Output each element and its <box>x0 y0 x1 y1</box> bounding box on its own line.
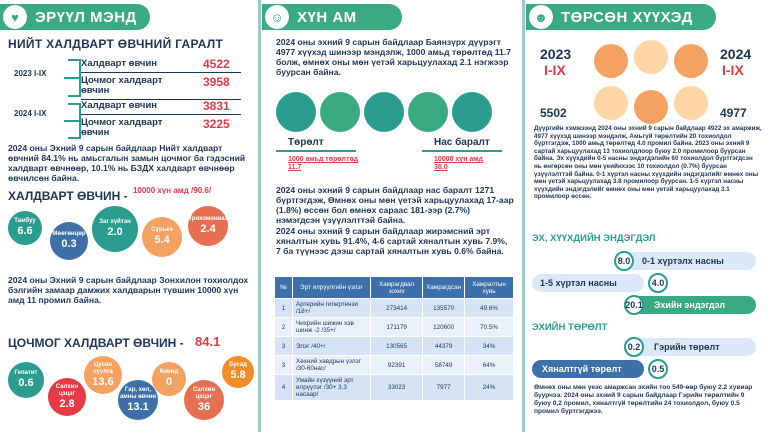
row-2023-infect-label: Халдварт өвчин <box>81 58 158 69</box>
year-2024-label: 2024 I-IX <box>14 109 47 118</box>
acute-circle <box>84 356 122 394</box>
table-cell: Чихрийн шижин хэв шинж -2 /35+/ <box>293 318 371 337</box>
row-2023-infect-value: 4522 <box>203 57 230 71</box>
bracket-2023-icon <box>8 56 86 100</box>
acute-circle-value: 5.8 <box>230 369 246 381</box>
acute-circle-name: Гар, хөл, амны өвчин <box>119 386 157 400</box>
acute-circle-value: 13.6 <box>92 375 114 388</box>
mortality-row-2: 1-5 хүртэл насны <box>532 274 644 292</box>
babies-cluster <box>586 40 714 126</box>
year-2023-block <box>8 56 86 100</box>
table-cell: 4 <box>275 375 293 401</box>
row-2024-infect-value: 3831 <box>203 99 230 113</box>
row-2024-acute-value: 3225 <box>203 117 230 131</box>
infection-section-title: ХАЛДВАРТ ӨВЧИН - <box>8 189 128 203</box>
births-column <box>526 0 768 432</box>
column-divider-2 <box>522 0 525 432</box>
screening-table-wrap <box>274 276 514 401</box>
acute-circle-name: Салхин цэцэг <box>55 383 79 397</box>
table-row <box>275 299 514 318</box>
births-header <box>526 4 716 30</box>
table-cell: Хөхний хавдрын үзлэг /30-60нас/ <box>293 356 371 375</box>
std-paragraph: 2024 оны Эхний 9 сарын байдлаар Зонхилон тохиолдох бэлгийн замаар дамжих халдварын түвшин 10000 хүн амд 11 промил байна. <box>8 275 249 305</box>
table-cell: 24% <box>465 375 514 401</box>
pregnancy-paragraph: 2024 оны эхний 9 сарын байдлаар жирэмсний эрт хяналтын хувь 91.4%, 4-6 сартай хяналтын хувь 7.9%, 7 ба түүнээс дээш сартай хяналтын хувь 0.6% байна. <box>276 226 508 256</box>
infection-circle <box>92 206 138 252</box>
population-header <box>262 4 402 30</box>
infection-circle-name: Сүрьеэ <box>151 227 173 233</box>
baby-icon: ☻ <box>529 5 553 29</box>
table-cell: 58749 <box>423 356 465 375</box>
acute-section-title: ЦОЧМОГ ХАЛДВАРТ ӨВЧИН - <box>8 336 184 350</box>
table-row <box>275 337 514 356</box>
abortion-value-1: 0.2 <box>624 337 644 357</box>
table-cell: 49.6% <box>465 299 514 318</box>
table-cell: 3 <box>275 337 293 356</box>
death-label: Нас баралт <box>434 137 490 148</box>
death-paragraph: 2024 оны эхний 9 сарын байдлаар нас баралт 1271 бүртгэгдэж, Өмнөх оны мөн үетэй харьцуулахад 17-аар (1.8%) өссөн бол өмнөх сараас 181-ээр (2.7%) нэмэгдсэн үзүүлэлттэй байна. <box>276 185 514 225</box>
death-note: 10000 хүн амд 30.0 <box>434 156 483 171</box>
mortality-title: ЭХ, ХҮҮХДИЙН ЭНДЭГДЭЛ <box>532 233 656 244</box>
abortion-paragraph: Өмнөх оны мөн үеэс амаржсан эхийн тоо 549-өөр буюу 2.2 хувиар буурчээ. 2024 оны эхний 9 сарын байдлаар Гэрийн төрөлтийн 9 буюу 0,2 промил, хяналтгүй төрөлтийн 24 тохиолдол, буюу 0.5 промил бүртгэгджээ. <box>534 384 753 415</box>
period-2023: I-IX <box>544 62 566 78</box>
row-2024-acute-label: Цочмог халдварт өвчин <box>81 117 163 138</box>
abortion-title: ЭХИЙН ТӨРӨЛТ <box>532 322 608 333</box>
acute-circle-name: Бусад <box>229 362 247 368</box>
table-cell: Умайн хүзүүний эрт илрүүлэг /30+ 3,3 насаар/ <box>293 375 371 401</box>
table-cell: 130565 <box>371 337 423 356</box>
population-header-title: ХҮН АМ <box>297 8 357 26</box>
acute-circle-value: 36 <box>197 400 211 413</box>
table-cell: Артерийн гипертензи /18+/ <box>293 299 371 318</box>
infection-circle-value: 2.0 <box>107 226 123 238</box>
health-header-title: ЭРҮҮЛ МЭНД <box>35 8 137 26</box>
bracket-2024-icon <box>8 100 86 142</box>
infection-circle-value: 6.6 <box>17 225 33 237</box>
total-infection-title: НИЙТ ХАЛДВАРТ ӨВЧНИЙ ГАРАЛТ <box>8 37 224 51</box>
abortion-row-1: Гэрийн төрөлт <box>624 338 756 356</box>
row-2023-acute-label: Цочмог халдварт өвчин <box>81 75 163 96</box>
health-header <box>0 4 150 30</box>
birth-label: Төрөлт <box>288 137 324 148</box>
table-cell: Элэг /40+/ <box>293 337 371 356</box>
family-icon: ☺ <box>265 5 289 29</box>
table-cell: 171179 <box>371 318 423 337</box>
table-cell: 70.5% <box>465 318 514 337</box>
table-cell: 7977 <box>423 375 465 401</box>
births-header-title: ТӨРСӨН ХҮҮХЭД <box>561 8 693 26</box>
mortality-row-3: Эхийн эндэгдэл <box>624 296 756 314</box>
infection-circle-name: Тамбуу <box>14 218 36 224</box>
infection-circle-name: Трихомониаз <box>188 216 228 222</box>
table-cell: 135570 <box>423 299 465 318</box>
infection-circle <box>188 206 228 246</box>
table-cell: 273414 <box>371 299 423 318</box>
infection-circle <box>142 217 182 257</box>
infection-circle <box>50 222 88 260</box>
infection-circle-value: 2.4 <box>200 223 216 235</box>
infection-rate: 10000 хүн амд /90.6/ <box>132 186 212 195</box>
mortality-value-1: 8.0 <box>614 251 634 271</box>
people-row <box>276 92 506 132</box>
abortion-row-2: Хяналтгүй төрөлт <box>532 360 644 378</box>
health-column <box>0 0 256 432</box>
acute-circle-name: Гепатит <box>14 370 38 376</box>
abortion-value-2: 0.5 <box>648 359 668 379</box>
column-divider-1 <box>258 0 261 432</box>
year-2023-label: 2023 I-IX <box>14 69 47 78</box>
acute-circle <box>8 362 44 398</box>
year-2023: 2023 <box>540 46 572 62</box>
acute-circle-value: 0 <box>165 376 173 388</box>
year-2024-block <box>8 100 86 142</box>
table-cell: 44379 <box>423 337 465 356</box>
count-2024: 4977 <box>720 106 747 120</box>
table-row <box>275 356 514 375</box>
table-cell: 2 <box>275 318 293 337</box>
acute-circle-name: Ковид <box>159 369 179 375</box>
table-cell: 64% <box>465 356 514 375</box>
infection-circle <box>8 211 42 245</box>
row-2024-infect-label: Халдварт өвчин <box>81 100 158 111</box>
table-cell: 120600 <box>423 318 465 337</box>
heart-pulse-icon: ♥ <box>3 5 27 29</box>
acute-circle <box>118 380 158 420</box>
acute-circle-value: 2.8 <box>59 397 75 410</box>
table-cell: 33023 <box>371 375 423 401</box>
acute-circle-value: 13.1 <box>127 400 149 413</box>
screening-table <box>274 276 514 401</box>
table-cell: 34% <box>465 337 514 356</box>
row-2023-acute-value: 3958 <box>203 75 230 89</box>
population-column <box>262 0 520 432</box>
table-cell: 92391 <box>371 356 423 375</box>
acute-circle <box>48 378 86 416</box>
mortality-row-1: 0-1 хүртэлх насны <box>614 252 756 270</box>
acute-section-value: 84.1 <box>195 334 221 349</box>
table-row <box>275 318 514 337</box>
acute-circle <box>222 356 254 388</box>
count-2023: 5502 <box>540 106 567 120</box>
infection-circle-value: 5.4 <box>154 234 170 246</box>
birth-paragraph: 2024 оны эхний 9 сарын байдлаар Баянзүрх дүүрэгт 4977 хүүхэд шинээр мэндэлж, 1000 амьд төрөлтөд 11.7 болж, өмнөх оны мөн үетэй харьцуулахад 2.1 нэгжээр буурсан байна. <box>276 37 511 77</box>
acute-circle <box>184 380 224 420</box>
mortality-value-3: 20.1 <box>624 295 644 315</box>
table-cell: 1 <box>275 299 293 318</box>
period-2024: I-IX <box>722 62 744 78</box>
acute-circle-value: 0.6 <box>18 377 34 389</box>
table-row <box>275 375 514 401</box>
mortality-value-2: 4.0 <box>648 273 668 293</box>
acute-circle-name: Цусан суулга <box>93 361 113 375</box>
births-paragraph: Дүүргийн хэмжээнд 2024 оны эхний 9 сарын байдлаар 4922 эх амаржиж, 4977 хүүхэд шинээр мэндэлж, Амьгүй төрөлтийн 20 тохиолдол бүртгэгдэж, 1000 амьд төрөлтөд 4.0 промил байна. 2023 оны эхний 9 сартай харьцуулахад 13 тохиолдлоор буюу 2.0 промилоор буурсан байна. Эх хүүхдийн 0-5 насны эндэгдэлийн 60 тохиолдол бүртгэгдсэн нь өнгөрсөн оны мөн үеийнхээс 10 тохиолдол (0.7%) буурсан үзүүлэлттэй байна. 0-1 хүртэл насны хүүхдийн эндэгдэлийг өмнөх оны мөн үетэй харьцуулахад 3.8 промилоор буурсан. 1-5 хүртэл насны хүүхдийн эндэгдэлийг өмнөх оны мөн үетэй харьцуулахад 3.1 промилоор өссөн. <box>534 125 762 201</box>
infection-paragraph: 2024 оны Эхний 9 сарын байдлаар Нийт халдварт өвчний 84.1% нь амьсгалын замын цочмог ба гэдэсний халдварт өвчнөөр, 10.1% нь БЗДХ халдварт өвчнөөр өвчилсөн байна. <box>8 143 246 183</box>
acute-circle <box>152 362 186 396</box>
acute-circle-name: Салхин цэцэг <box>192 386 216 400</box>
infection-circle-value: 0.3 <box>61 238 77 250</box>
table-cell: 3 <box>275 356 293 375</box>
birth-note: 1000 амьд төрөлтөд 11.7 <box>288 156 359 171</box>
screening-table-header: № Эрт илрүүлгийн үзлэг Хамрагдвал зохих Хамрагдсан Хамралтын хувь <box>275 277 514 299</box>
infection-circle-name: Заг хүйтэн <box>99 219 131 225</box>
infection-circle-name: Мөөгөнцөр <box>52 231 86 237</box>
year-2024: 2024 <box>720 46 752 62</box>
